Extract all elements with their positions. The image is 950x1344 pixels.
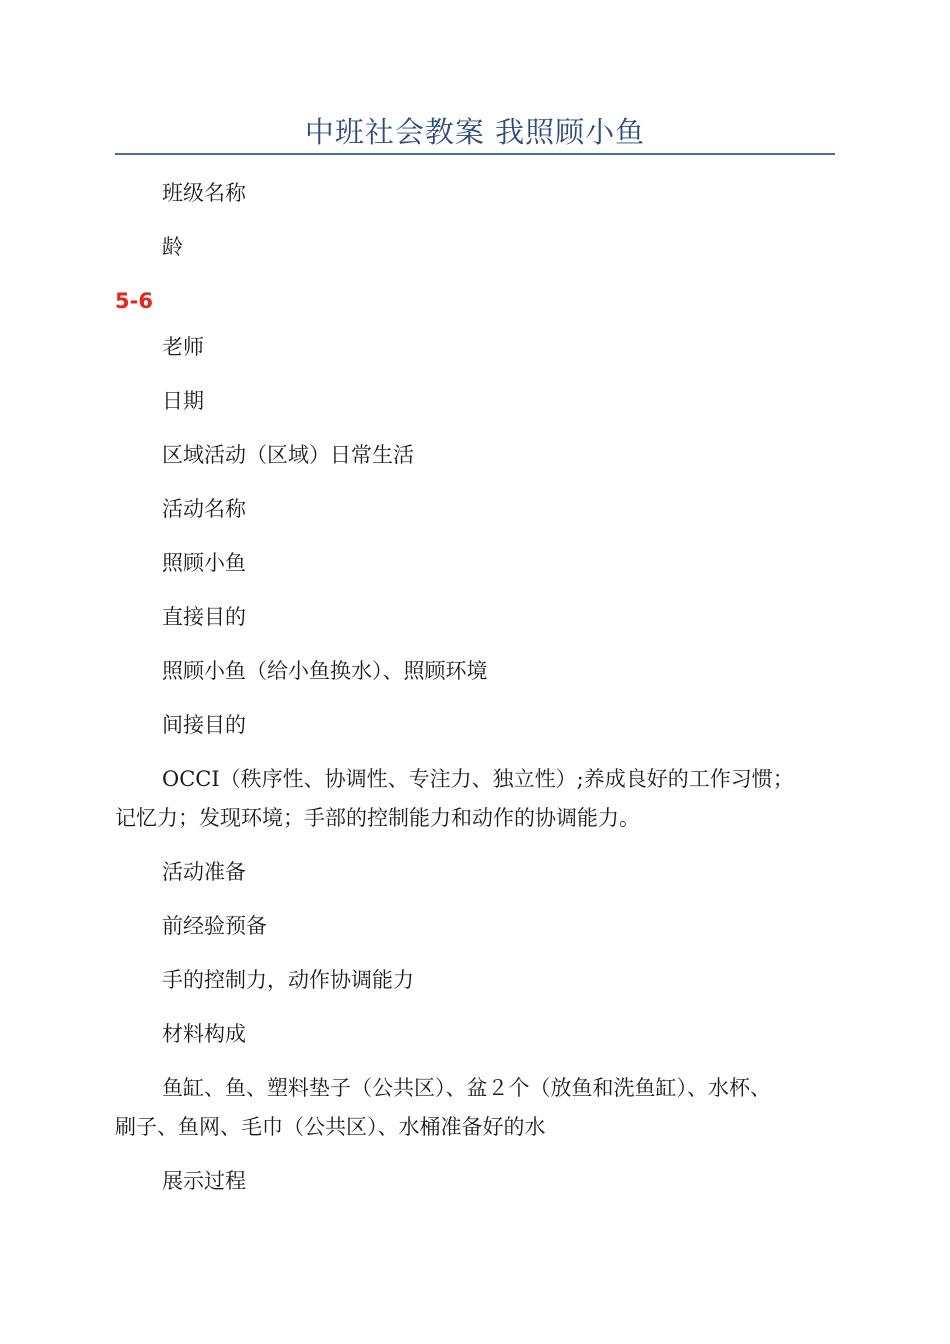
indirect-goal-value-line2: 记忆力；发现环境；手部的控制能力和动作的协调能力。 (115, 806, 640, 830)
materials-label: 材料构成 (162, 1022, 246, 1046)
class-name-label: 班级名称 (162, 181, 246, 205)
prior-experience-label: 前经验预备 (162, 914, 267, 938)
date-label: 日期 (162, 389, 204, 413)
activity-name-label: 活动名称 (162, 497, 246, 521)
preparation-label: 活动准备 (162, 860, 246, 884)
age-value: 5-6 (115, 289, 153, 313)
demonstration-label: 展示过程 (162, 1169, 246, 1193)
area-activity-text: 区域活动（区域）日常生活 (162, 443, 414, 467)
direct-goal-label: 直接目的 (162, 605, 246, 629)
materials-value-line1: 鱼缸、鱼、塑料垫子（公共区）、盆２个（放鱼和洗鱼缸）、水杯、 (162, 1076, 771, 1100)
indirect-goal-label: 间接目的 (162, 713, 246, 737)
direct-goal-value: 照顾小鱼（给小鱼换水）、照顾环境 (162, 659, 488, 683)
teacher-label: 老师 (162, 335, 204, 359)
prior-experience-value: 手的控制力，动作协调能力 (162, 968, 414, 992)
materials-value-line2: 刷子、鱼网、毛巾（公共区）、水桶准备好的水 (115, 1115, 546, 1139)
indirect-goal-value-line1: OCCI（秩序性、协调性、专注力、独立性）;养成良好的工作习惯； (162, 767, 794, 791)
document-title: 中班社会教案 我照顾小鱼 (304, 115, 646, 149)
age-label: 龄 (162, 235, 183, 259)
title-underline (115, 153, 835, 155)
activity-name-value: 照顾小鱼 (162, 551, 246, 575)
